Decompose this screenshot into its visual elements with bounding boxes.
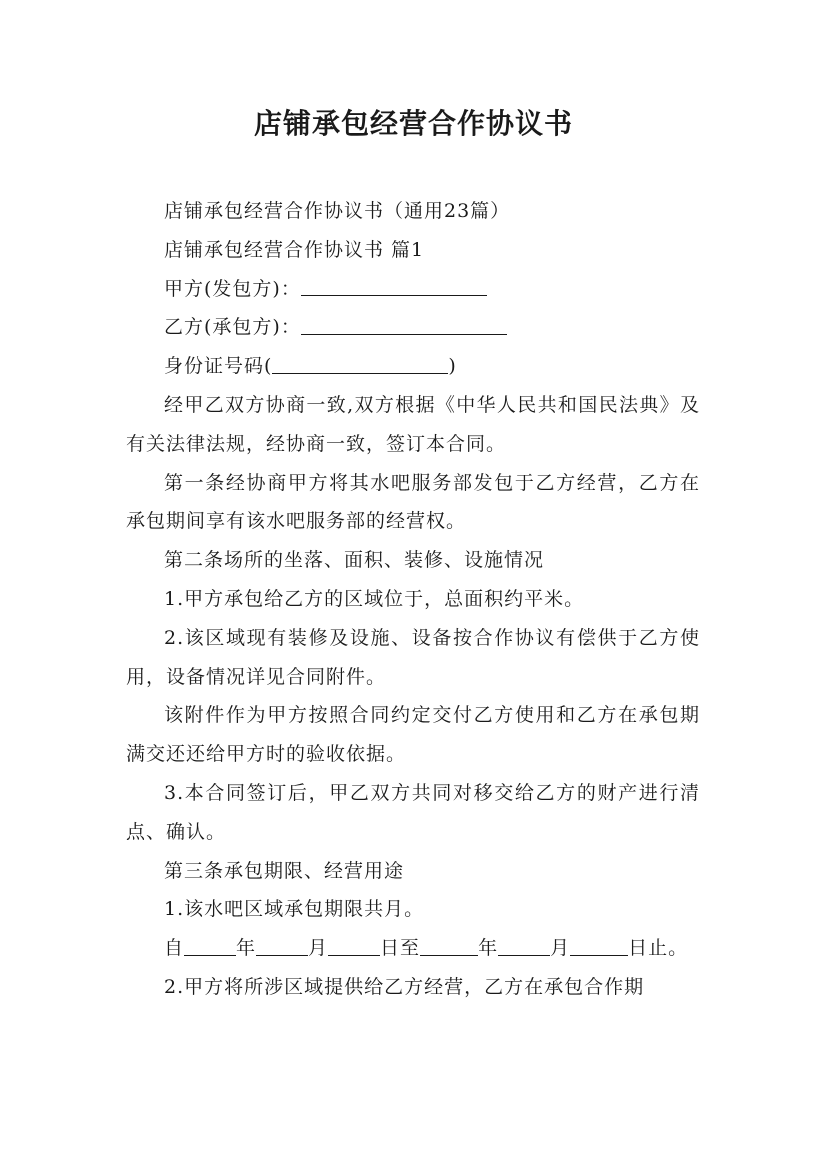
term-month-1: 月 — [308, 937, 329, 960]
id-number-close: ) — [448, 355, 457, 378]
paragraph-heading: 店铺承包经营合作协议书 篇1 — [164, 238, 425, 261]
paragraph-article-2-item-2: 2.该区域现有装修及设施、设备按合作协议有偿供于乙方使用，设备情况详见合同附件。 — [126, 626, 700, 688]
term-day-to: 日至 — [380, 937, 421, 960]
paragraph-article-2: 第二条场所的坐落、面积、装修、设施情况 — [164, 549, 545, 572]
end-month-blank — [498, 935, 550, 956]
term-from: 自 — [164, 937, 185, 960]
party-a-label: 甲方(发包方)： — [164, 277, 301, 300]
term-day-end: 日止。 — [628, 937, 689, 960]
start-month-blank — [256, 935, 308, 956]
paragraph-article-3-item-2: 2.甲方将所涉区域提供给乙方经营，乙方在承包合作期 — [164, 975, 645, 998]
term-year-1: 年 — [236, 937, 257, 960]
paragraph-subtitle: 店铺承包经营合作协议书（通用23篇） — [164, 200, 511, 222]
id-number-line — [126, 347, 700, 386]
end-year-blank — [420, 935, 478, 956]
party-a-line — [126, 270, 700, 309]
party-b-blank — [301, 314, 507, 335]
paragraph-article-2-item-3: 3.本合同签订后，甲乙双方共同对移交给乙方的财产进行清点、确认。 — [126, 781, 700, 843]
party-a-blank — [301, 276, 487, 297]
id-number-blank — [272, 353, 448, 374]
term-month-2: 月 — [550, 937, 571, 960]
party-b-line — [126, 308, 700, 347]
term-year-2: 年 — [478, 937, 499, 960]
paragraph-article-1: 第一条经协商甲方将其水吧服务部发包于乙方经营，乙方在承包期间享有该水吧服务部的经营权。 — [126, 471, 700, 533]
party-b-label: 乙方(承包方)： — [164, 316, 301, 339]
paragraph-article-3: 第三条承包期限、经营用途 — [164, 859, 405, 882]
start-day-blank — [328, 935, 380, 956]
document-title: 店铺承包经营合作协议书 — [253, 107, 573, 140]
paragraph-preamble: 经甲乙双方协商一致,双方根据《中华人民共和国民法典》及有关法律法规，经协商一致，签订本合同。 — [126, 393, 700, 455]
end-day-blank — [570, 935, 628, 956]
start-year-blank — [184, 935, 236, 956]
term-dates-line — [126, 929, 700, 968]
paragraph-attachment-note: 该附件作为甲方按照合同约定交付乙方使用和乙方在承包期满交还还给甲方时的验收依据。 — [126, 704, 700, 766]
document-body — [126, 192, 700, 1007]
paragraph-article-2-item-1: 1.甲方承包给乙方的区域位于，总面积约平米。 — [164, 587, 585, 610]
id-number-label: 身份证号码( — [164, 355, 273, 378]
paragraph-article-3-item-1: 1.该水吧区域承包期限共月。 — [164, 898, 425, 921]
